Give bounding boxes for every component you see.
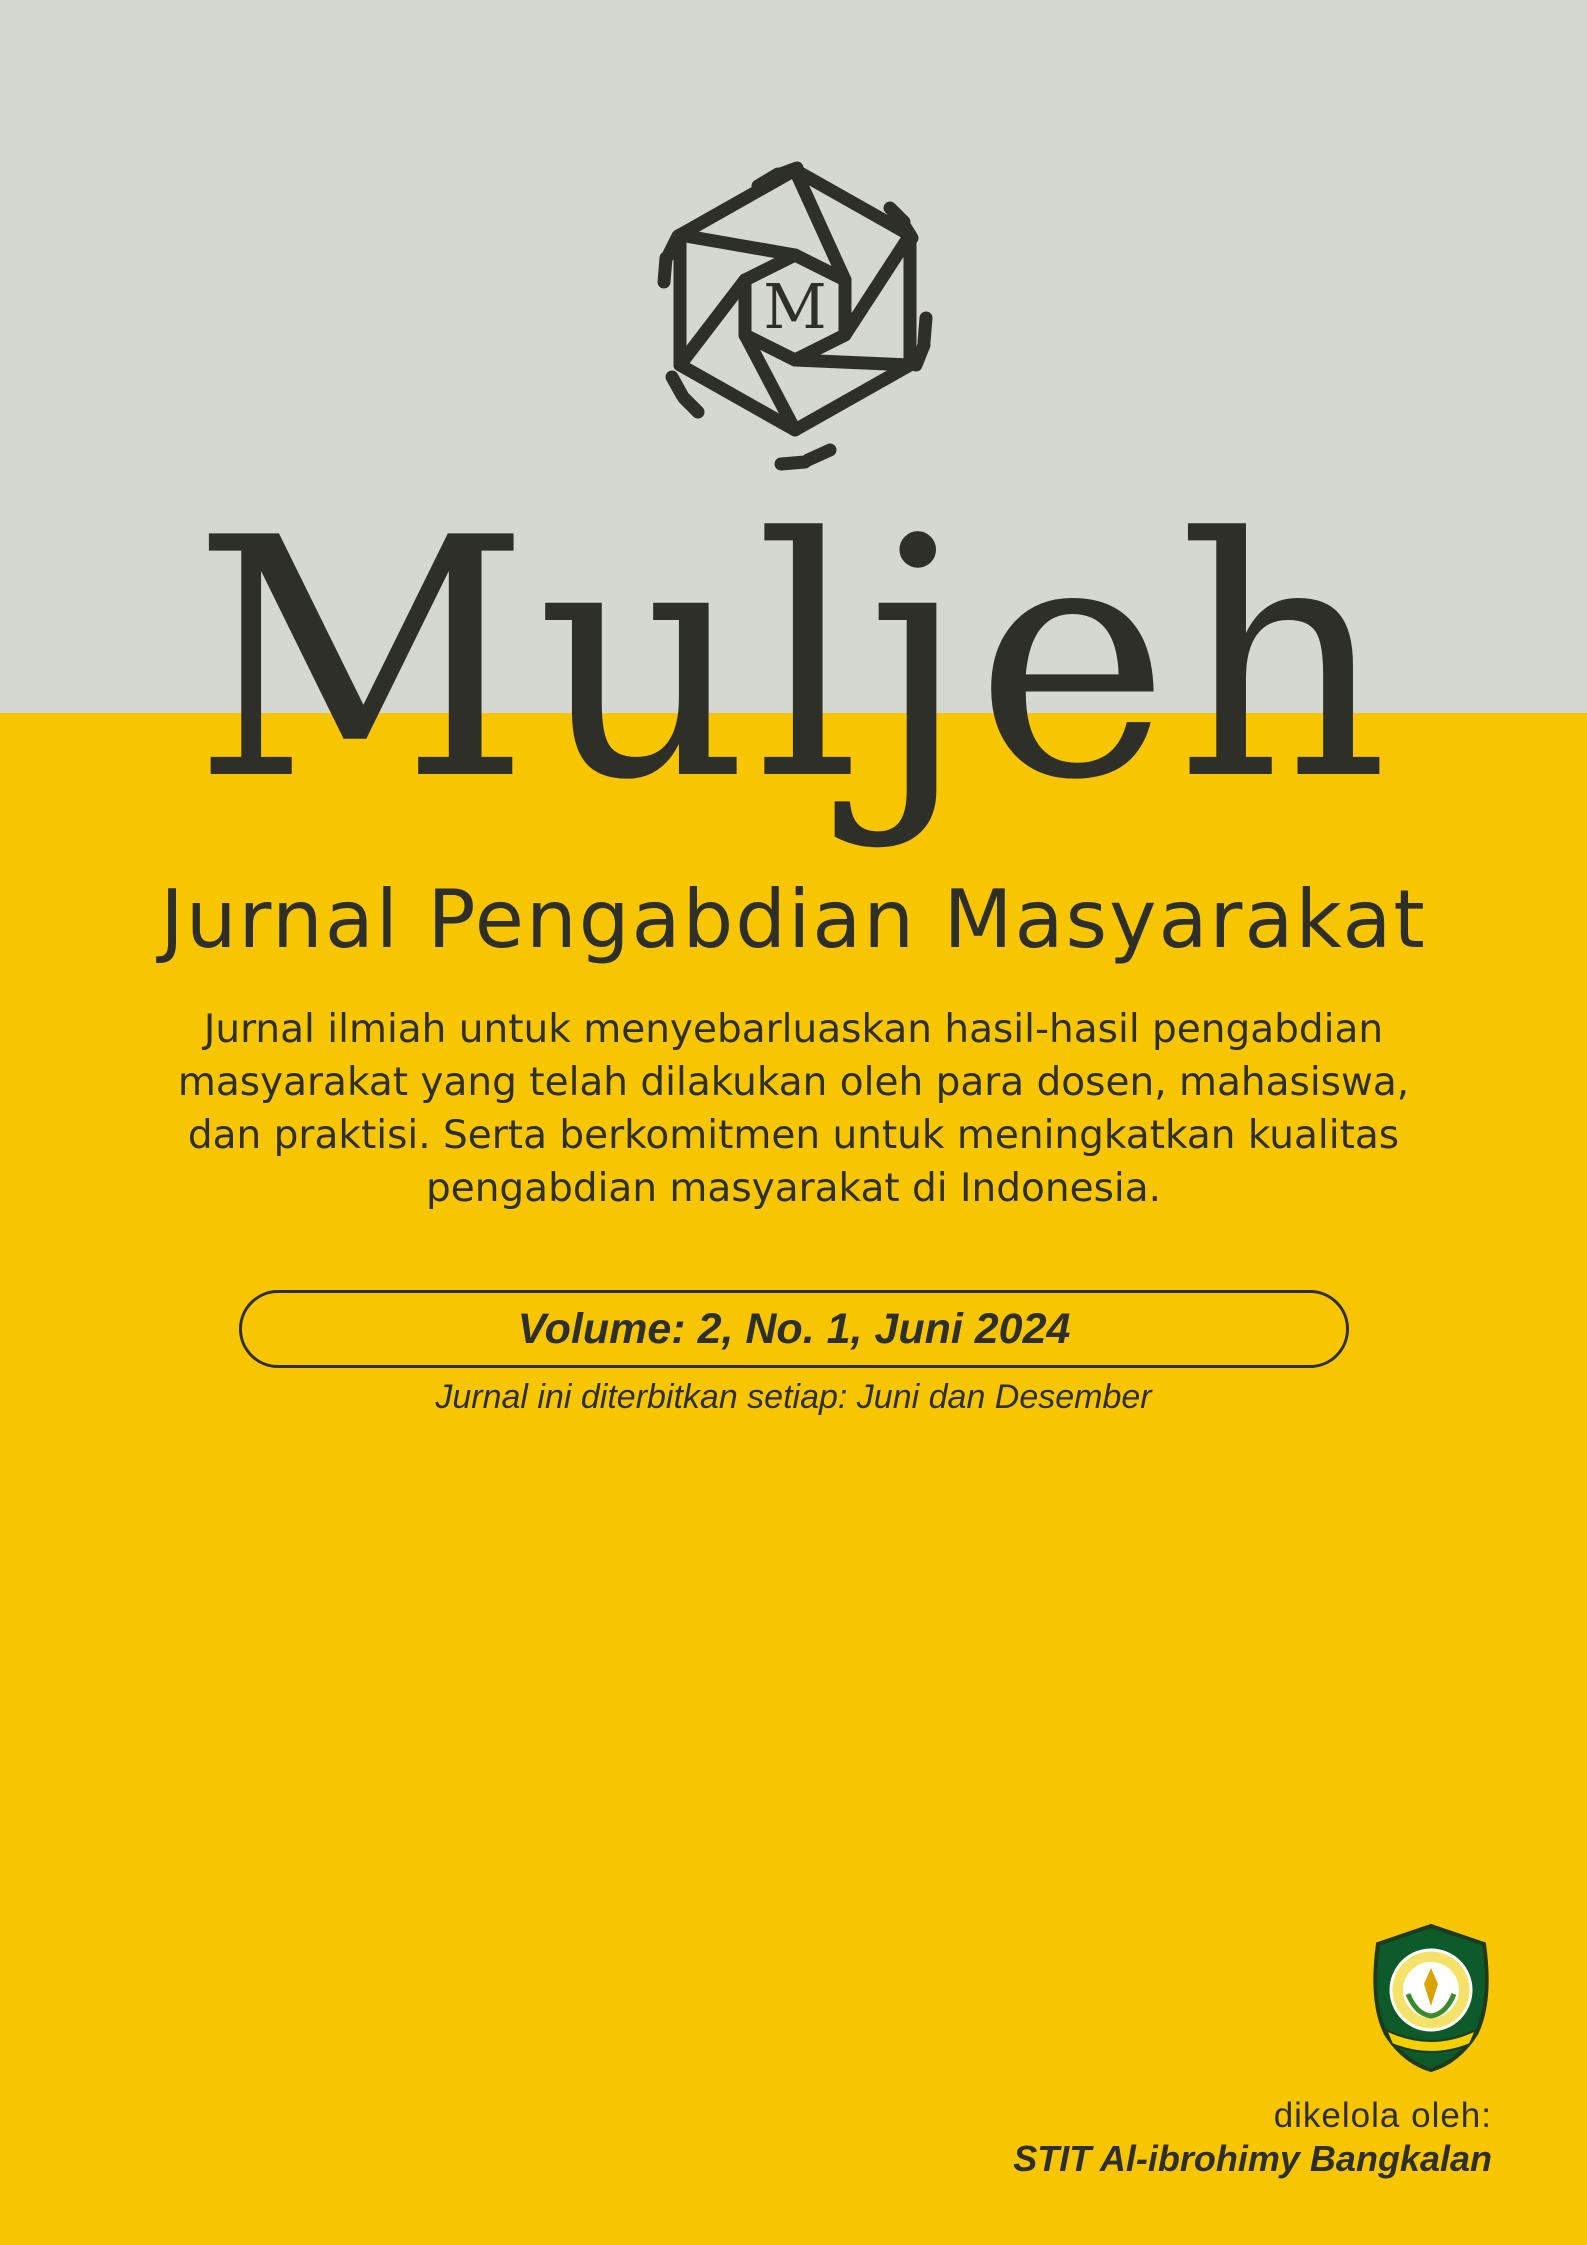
description-line: masyarakat yang telah dilakukan oleh para dosen, mahasiswa, — [177, 1060, 1410, 1105]
emblem-letter: M — [763, 270, 827, 343]
description-line: Jurnal ilmiah untuk menyebarluaskan hasil-hasil pengabdian — [203, 1007, 1384, 1052]
managed-by-label: dikelola oleh: — [1273, 2096, 1492, 2135]
hands-circle-emblem-icon — [640, 150, 950, 490]
journal-description — [140, 1003, 1447, 1215]
description-line: dan praktisi. Serta berkomitmen untuk meningkatkan kualitas — [187, 1113, 1400, 1158]
journal-title: Muljeh — [192, 468, 1395, 852]
institution-name: STIT Al-ibrohimy Bangkalan — [1013, 2138, 1492, 2179]
publication-frequency: Jurnal ini diterbitkan setiap: Juni dan Desember — [435, 1378, 1152, 1416]
institution-seal-icon — [1366, 1922, 1496, 2074]
journal-subtitle: Jurnal Pengabdian Masyarakat — [160, 873, 1427, 966]
volume-badge — [239, 1290, 1349, 1368]
description-line: pengabdian masyarakat di Indonesia. — [425, 1166, 1162, 1211]
volume-text: Volume: 2, No. 1, Juni 2024 — [517, 1304, 1071, 1353]
